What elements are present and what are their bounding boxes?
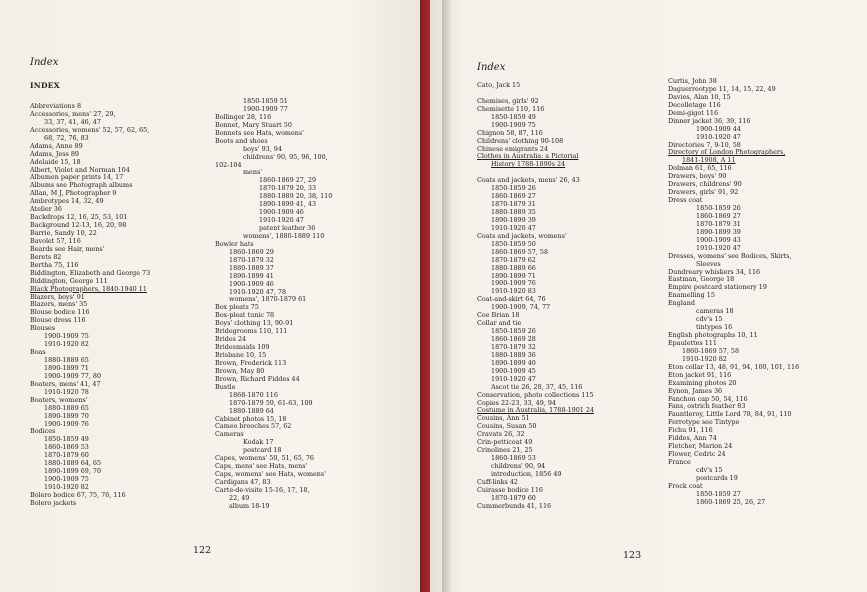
- index-subentry: cdv's 15: [696, 315, 723, 324]
- index-entry: Copies 22-23, 33, 49, 94: [477, 398, 556, 407]
- index-entry: England: [668, 299, 695, 308]
- index-subentry: 1850-1859 26: [491, 184, 536, 193]
- index-subentry: 1850-1859 27: [696, 489, 741, 498]
- index-subentry: 1890-1899 39: [696, 227, 741, 236]
- index-entry: Drawers, boys' 90: [668, 172, 727, 181]
- index-entry: Chemisette 110, 116: [477, 104, 545, 113]
- index-entry: Adelaide 15, 18: [30, 157, 81, 166]
- index-subentry: childrens' 90, 94: [491, 462, 546, 470]
- index-entry: Berets 82: [30, 252, 62, 261]
- index-subentry: 1900-1909 45: [491, 366, 536, 375]
- index-subentry: 33, 37, 41, 46, 47: [44, 117, 101, 126]
- index-entry: Box pleats 75: [215, 303, 259, 312]
- index-subentry: 1860-1869 27, 29: [259, 176, 317, 185]
- index-subentry: 1900-1909 77: [243, 104, 288, 113]
- index-entry: Fichu 91, 116: [668, 426, 713, 435]
- index-entry: Cousins, Susan 50: [477, 422, 537, 431]
- index-entry: Brown, Frederick 113: [215, 358, 287, 367]
- left-page: [0, 0, 430, 592]
- index-entry: Coats and jackets, mens' 26, 43: [477, 176, 580, 185]
- index-entry: English photographs 10, 11: [668, 331, 758, 339]
- index-subentry: 1870-1879 59, 61-63, 109: [229, 398, 313, 407]
- index-subentry: 1890-1899 39: [491, 215, 536, 224]
- index-entry: Bertha 75, 116: [30, 260, 79, 269]
- index-entry: Bonnet, Mary Stuart 50: [215, 120, 292, 129]
- index-entry: Bolero bodice 67, 75, 76, 116: [30, 490, 126, 499]
- index-subentry: cdv's 15: [696, 465, 723, 474]
- index-subentry: 1860-1869 25, 26, 27: [696, 497, 766, 506]
- index-subentry: 1890-1899 40: [491, 358, 536, 367]
- index-entry: Boots and shoes: [215, 136, 268, 145]
- index-entry: Bustle: [215, 382, 236, 391]
- index-entry: Enamelling 15: [668, 291, 715, 300]
- index-entry: Biddington, George 111: [30, 276, 108, 285]
- index-subentry: 1870-1879 60: [491, 493, 536, 502]
- index-entry: Bowler hats: [215, 239, 254, 248]
- index-entry: Directories 7, 9-10, 58: [668, 140, 741, 149]
- index-subentry: 1900-1909 75: [491, 120, 536, 129]
- index-subentry: 1900-1909 75: [44, 475, 89, 484]
- index-subentry: 1900-1909 44: [696, 124, 741, 133]
- index-entry: Eton collar 13, 48, 91, 94, 100, 101, 116: [668, 362, 800, 371]
- index-entry: Collar and tie: [477, 319, 522, 328]
- index-entry: Fiddes, Ann 74: [668, 434, 717, 443]
- index-subentry: 1880-1889 37: [229, 263, 274, 272]
- index-entry: Blouses: [30, 324, 56, 333]
- index-subentry: 1850-1859 50: [491, 239, 536, 248]
- index-entry: Crinolines 21, 25: [477, 446, 533, 455]
- index-subentry: introduction, 1856 49: [491, 469, 562, 478]
- index-subentry: 1890-1899 70: [44, 411, 89, 420]
- index-subentry: 1900-1909 77, 80: [44, 371, 102, 380]
- index-entry: Dolman 61, 65, 116: [668, 164, 732, 173]
- index-entry: Bollinger 28, 116: [215, 112, 272, 121]
- index-entry: Clothes in Australia: a Pictorial: [477, 152, 579, 161]
- index-subentry: 1860-1869 29: [229, 247, 274, 256]
- index-entry: Background 12-13, 16, 20, 98: [30, 221, 127, 230]
- index-subentry: 1890-1899 41, 43: [259, 200, 317, 209]
- index-subentry: 1841-1908, A 11: [682, 156, 736, 165]
- index-entry: Curtis, John 38: [668, 77, 717, 85]
- index-entry: Atelier 36: [30, 205, 62, 214]
- index-subentry: Sleeves: [696, 259, 721, 268]
- index-subentry: 68, 72, 76, 83: [44, 133, 89, 142]
- index-entry: Fanchon cap 50, 54, 116: [668, 394, 748, 403]
- index-column: [30, 103, 150, 508]
- index-entry: Dress coat: [668, 196, 703, 205]
- index-entry: Abbreviations 8: [30, 102, 82, 110]
- index-subentry: 1900-1909 43: [696, 235, 741, 244]
- page-title: Index: [477, 62, 506, 73]
- index-entry: Bridegrooms 110, 111: [215, 327, 288, 336]
- index-entry: Daguerreotype 11, 14, 15, 22, 49: [668, 84, 776, 93]
- index-entry: Brown, May 80: [215, 366, 265, 375]
- index-subentry: 1850-1859 26: [696, 204, 741, 212]
- index-subentry: 1910-1920 47, 78: [229, 287, 287, 296]
- index-entry: Fletcher, Marion 24: [668, 442, 733, 451]
- index-entry: Demi-gigot 116: [668, 108, 719, 117]
- index-entry: Barrie, Sandy 10, 22: [30, 229, 97, 237]
- index-subentry: 1880-1889 35: [491, 208, 536, 216]
- index-entry: Childrens' clothing 90-108: [477, 136, 564, 145]
- index-subentry: cameras 18: [696, 307, 734, 316]
- index-subentry: Kodak 17: [243, 438, 274, 447]
- index-subentry: 1900-1909 76: [44, 419, 89, 428]
- index-entry: Carte-de-visite 15-16, 17, 18,: [215, 485, 310, 494]
- index-entry: Backdrops 12, 16, 25, 53, 101: [30, 213, 128, 222]
- index-entry: Accessories, womens' 52, 57, 62, 65,: [30, 125, 150, 134]
- index-subentry: 1880-1889 66: [491, 263, 536, 272]
- index-subentry: 1860-1869 27: [491, 192, 536, 201]
- index-subentry: 1860-1869 57, 58: [682, 346, 740, 355]
- index-entry: Coats and jackets, womens': [477, 231, 567, 240]
- index-entry: Bridesmaids 109: [215, 343, 270, 352]
- index-subentry: 22, 49: [229, 493, 250, 502]
- index-entry: Decolletage 116: [668, 100, 721, 109]
- index-entry: Examining photos 20: [668, 378, 737, 387]
- index-subentry: 1910-1920 47: [696, 132, 741, 141]
- index-entry: Cardigans 47, 83: [215, 478, 271, 486]
- index-entry: Blouse bodice 116: [30, 308, 90, 317]
- index-entry: Drawers, girls' 91, 92: [668, 188, 739, 197]
- index-entry: Empire postcard stationery 19: [668, 283, 767, 292]
- index-subentry: 1900-1909 76: [491, 279, 536, 288]
- index-subentry: 1910-1920 82: [682, 354, 727, 363]
- index-entry: Blazers, mens' 35: [30, 300, 88, 309]
- index-entry: Dresses, womens' see Bodices, Skirts,: [668, 251, 792, 260]
- index-entry: Fans, ostrich feather 83: [668, 402, 746, 411]
- index-subentry: 1870-1879 31: [491, 200, 536, 209]
- index-entry: Cravats 26, 32: [477, 430, 525, 439]
- index-entry: Dinner jacket 36, 39, 116: [668, 116, 751, 125]
- index-entry: Ferrotype see Tintype: [668, 418, 740, 427]
- index-subentry: Ascot tie 26, 28, 37, 45, 116: [491, 382, 583, 391]
- index-subentry: 1850-1859 26: [491, 327, 536, 336]
- index-heading: INDEX: [30, 81, 60, 90]
- index-entry: Brides 24: [215, 335, 247, 344]
- index-entry: Coat-and-skirt 64, 76: [477, 295, 546, 304]
- index-entry: Cameo brooches 57, 62: [215, 422, 292, 431]
- index-subentry: 1880-1889 65: [44, 403, 89, 412]
- index-subentry: 1910-1920 82: [44, 340, 89, 349]
- index-entry: Accessories, mens' 27, 29,: [30, 109, 116, 118]
- index-subentry: 1870-1879 32: [491, 342, 536, 351]
- index-subentry: 1890-1899 69, 70: [44, 467, 102, 476]
- index-entry: Black Photographers, 1840-1940 11: [30, 284, 147, 293]
- index-entry: Epaulettes 111: [668, 338, 717, 347]
- index-entry: Directory of London Photographers,: [668, 148, 786, 157]
- index-subentry: 1880-1889 36: [491, 350, 536, 359]
- index-entry: Drawers, childrens' 90: [668, 180, 742, 189]
- index-column: [215, 98, 332, 511]
- index-entry: Albert, Violet and Norman 104: [30, 165, 130, 174]
- index-entry: Brisbane 10, 15: [215, 351, 267, 359]
- index-entry: Brown, Richard Fiddes 44: [215, 374, 300, 383]
- index-entry: Caps, mens' see Hats, mens': [215, 462, 308, 471]
- index-subentry: 1870-1879 32: [229, 255, 274, 264]
- index-entry: Chinese emigrants 24: [477, 144, 549, 153]
- index-entry: Allan, M J, Photographer 9: [30, 189, 117, 198]
- index-entry: Boys' clothing 13, 90-91: [215, 319, 294, 328]
- index-entry: Blouse dress 116: [30, 316, 86, 325]
- index-subentry: 1900-1909, 74, 77: [491, 303, 551, 312]
- index-subentry: 1910-1920 82: [44, 483, 89, 491]
- index-subentry: 1890-1899 71: [44, 363, 89, 372]
- index-subentry: postcards 19: [696, 473, 738, 482]
- index-subentry: 1890-1899 71: [491, 271, 536, 280]
- index-subentry: 1870-1879 20, 33: [259, 184, 317, 193]
- index-column: [477, 82, 594, 511]
- index-entry: Cuirasse bodice 116: [477, 485, 543, 494]
- index-entry: Cummerbunds 41, 116: [477, 501, 552, 510]
- index-subentry: 1868-1870 116: [229, 390, 278, 399]
- index-entry: Coe Brian 18: [477, 311, 520, 320]
- index-entry: Eastman, George 18: [668, 275, 735, 284]
- index-subentry: 1860-1869 28: [491, 335, 536, 343]
- index-subentry: 1860-1869 53: [491, 454, 536, 463]
- index-entry: Davies, Alan 10, 15: [668, 92, 731, 101]
- index-entry: Adams, Jess 89: [30, 149, 79, 158]
- index-subentry: 1870-1879 31: [696, 219, 741, 228]
- index-entry: Chignon 58, 87, 116: [477, 128, 543, 137]
- index-subentry: tintypes 16: [696, 323, 733, 332]
- index-subentry: History 1788-1890s 24: [491, 160, 566, 169]
- index-entry: Cuff-links 42: [477, 477, 518, 486]
- index-subentry: 1910-1920 47: [259, 216, 304, 225]
- index-entry: Fauntleroy, Little Lord 78, 84, 91, 110: [668, 410, 792, 419]
- index-entry: Bolero jackets: [30, 498, 77, 507]
- index-entry: Bodices: [30, 427, 56, 436]
- index-column: [668, 78, 799, 507]
- index-subentry: womens', 1880-1889 110: [243, 231, 325, 240]
- index-entry: Boaters, mens' 41, 47: [30, 379, 101, 388]
- index-subentry: 1890-1899 41: [229, 271, 274, 280]
- index-subentry: 1860-1869 27: [696, 211, 741, 220]
- index-subentry: 1880-1889 65: [44, 356, 89, 364]
- index-subentry: 1900-1909 46: [229, 279, 274, 288]
- index-subentry: postcard 18: [243, 446, 282, 455]
- index-entry: France: [668, 458, 691, 466]
- index-subentry: womens', 1870-1879 61: [229, 295, 307, 304]
- index-subentry: 1900-1909 46: [259, 208, 304, 217]
- index-entry: Cato, Jack 15: [477, 81, 521, 89]
- index-entry: Ambrotypes 14, 32, 49: [30, 197, 104, 206]
- index-subentry: 1870-1879 60: [44, 451, 89, 460]
- gutter-shadow: [442, 0, 452, 592]
- index-subentry: 1910-1920 47: [696, 243, 741, 252]
- index-entry: Dundreary whiskers 34, 116: [668, 267, 761, 276]
- index-subentry: 1910-1920 47: [491, 223, 536, 232]
- index-entry: Biddington, Elizabeth and George 73: [30, 268, 151, 277]
- index-subentry: 1910-1920 78: [44, 387, 89, 396]
- page-number: 122: [193, 545, 212, 556]
- index-subentry: 1900-1909 75: [44, 332, 89, 341]
- index-entry: Boaters, womens': [30, 395, 88, 404]
- index-entry: Crin-petticoat 49: [477, 438, 533, 447]
- index-entry: Conservation, photo collections 115: [477, 390, 594, 399]
- index-entry: Albums see Photograph albums: [30, 181, 133, 190]
- index-entry: Boas: [30, 348, 46, 357]
- index-entry: 102-104: [215, 160, 242, 169]
- index-subentry: 1910-1920 83: [491, 287, 536, 296]
- index-entry: Flower, Cedric 24: [668, 450, 726, 459]
- index-entry: Bavolet 57, 116: [30, 236, 81, 245]
- page-title: Index: [30, 57, 59, 68]
- index-entry: Caps, womens' see Hats, womens': [215, 470, 326, 479]
- page-number: 123: [623, 550, 642, 561]
- index-entry: Costume in Australia, 1788-1901 24: [477, 406, 595, 415]
- index-subentry: album 18-19: [229, 501, 270, 510]
- index-entry: Beards see Hair, mens': [30, 244, 105, 253]
- index-entry: Cameras: [215, 430, 244, 439]
- index-subentry: 1880-1889 64, 65: [44, 459, 102, 468]
- index-entry: Blazers, boys' 91: [30, 292, 85, 301]
- index-entry: Adams, Anne 89: [30, 141, 83, 150]
- index-subentry: 1850-1859 51: [243, 97, 288, 105]
- index-entry: Eton jacket 91, 116: [668, 370, 732, 379]
- index-entry: Cousins, Ann 51: [477, 414, 530, 423]
- index-entry: Cabinet photos 15, 18: [215, 414, 287, 423]
- index-subentry: 1850-1859 49: [44, 435, 89, 444]
- index-subentry: 1860-1869 53: [44, 443, 89, 452]
- index-subentry: patent leather 36: [259, 224, 316, 232]
- index-entry: Albumen paper prints 14, 17: [30, 173, 124, 182]
- index-subentry: 1880-1889 64: [229, 406, 274, 415]
- index-subentry: boys' 93, 94: [243, 144, 282, 153]
- index-entry: Chemises, girls' 92: [477, 96, 539, 105]
- index-subentry: 1910-1920 47: [491, 374, 536, 383]
- index-entry: Frock coat: [668, 481, 703, 490]
- index-subentry: mens': [243, 168, 262, 177]
- index-entry: Bonnets see Hats, womens': [215, 128, 304, 137]
- index-subentry: 1880-1889 20, 38, 110: [259, 192, 333, 201]
- index-entry: Box-pleat tunic 78: [215, 311, 275, 320]
- index-subentry: childrens' 90, 95, 96, 100,: [243, 152, 328, 161]
- index-subentry: 1870-1879 62: [491, 255, 536, 264]
- index-subentry: 1850-1859 49: [491, 112, 536, 121]
- index-subentry: 1860-1869 57, 58: [491, 247, 549, 256]
- right-page: [430, 0, 867, 592]
- index-entry: Eynon, James 36: [668, 386, 723, 395]
- index-entry: Capes, womens' 50, 51, 65, 76: [215, 454, 314, 463]
